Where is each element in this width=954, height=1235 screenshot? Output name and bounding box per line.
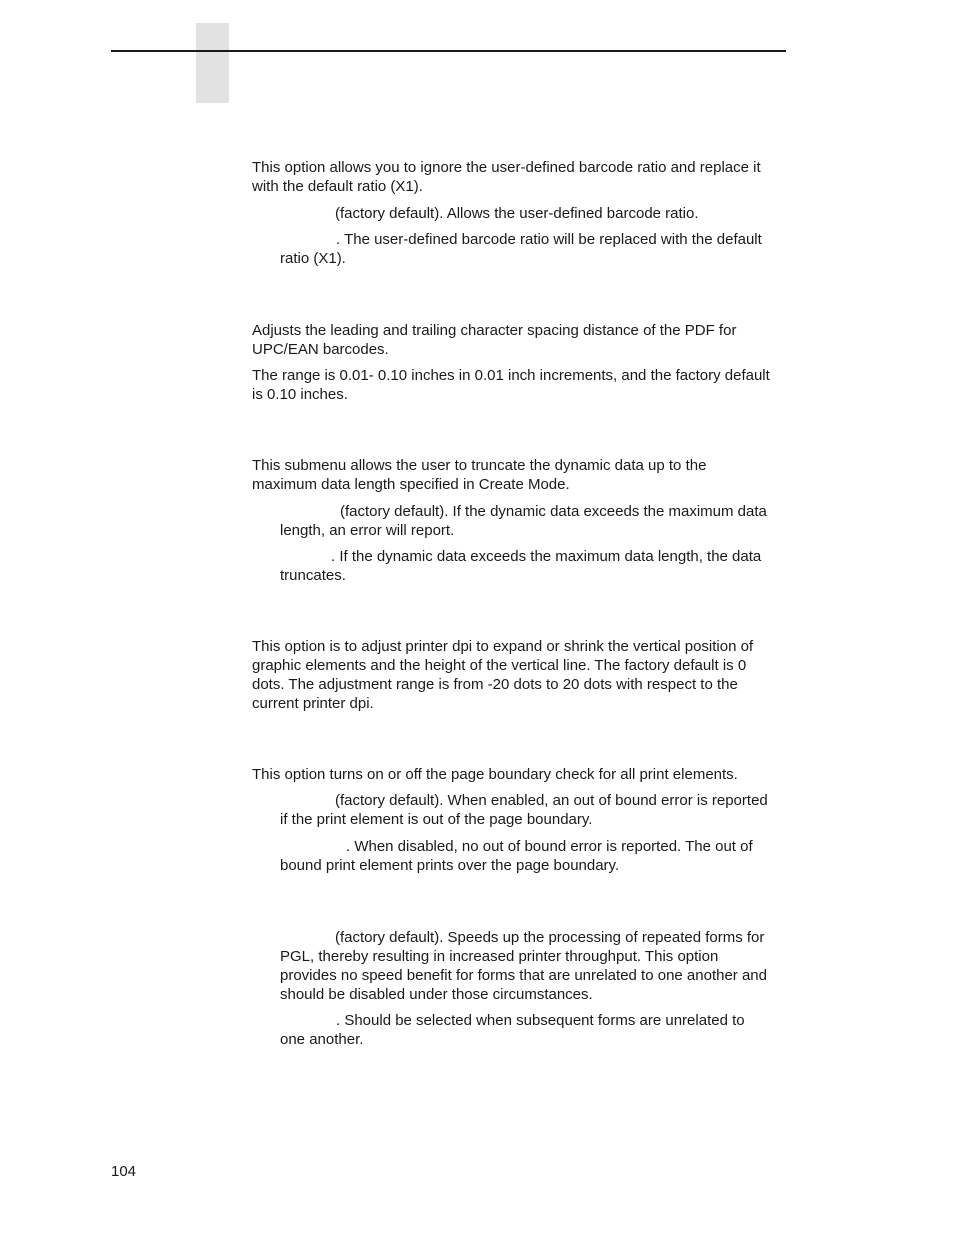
boundary-check-option-disable: . When disabled, no out of bound error is reported. The out of bound print element prints over the page boundary. <box>280 838 753 874</box>
chapter-tab-marker <box>196 23 229 103</box>
truncate-option-enable: . If the dynamic data exceeds the maximum data length, the data truncates. <box>280 548 762 584</box>
page-number: 104 <box>111 1163 137 1180</box>
form-cache-option-disable: . Should be selected when subsequent forms are unrelated to one another. <box>280 1012 745 1048</box>
upc-pdf-description: Adjusts the leading and trailing character spacing distance of the PDF for UPC/EAN barcodes. <box>252 322 737 358</box>
barcode-ratio-option-disable: (factory default). Allows the user-defined barcode ratio. <box>335 205 699 222</box>
boundary-check-option-enable: (factory default). When enabled, an out of bound error is reported if the print element is out of the page boundary. <box>280 792 768 828</box>
boundary-check-description: This option turns on or off the page boundary check for all print elements. <box>252 766 738 783</box>
form-cache-option-enable: (factory default). Speeds up the processing of repeated forms for PGL, thereby resulting in increased printer throughput. This option provides no speed benefit for forms that are unrelated to one another and should be disabled under those circumstances. <box>280 929 767 1003</box>
truncate-description: This submenu allows the user to truncate the dynamic data up to the maximum data length specified in Create Mode. <box>252 457 707 493</box>
upc-pdf-range: The range is 0.01- 0.10 inches in 0.01 inch increments, and the factory default is 0.10 inches. <box>252 367 770 403</box>
truncate-option-disable: (factory default). If the dynamic data exceeds the maximum data length, an error will report. <box>280 503 767 539</box>
vertical-dpi-description: This option is to adjust printer dpi to expand or shrink the vertical position of graphic elements and the height of the vertical line. The factory default is 0 dots. The adjustment range is from -20 dots to 20 dots with respect to the current printer dpi. <box>252 638 754 712</box>
header-rule <box>111 50 786 52</box>
barcode-ratio-option-enable: . The user-defined barcode ratio will be replaced with the default ratio (X1). <box>280 231 762 267</box>
barcode-ratio-description: This option allows you to ignore the user-defined barcode ratio and replace it with the default ratio (X1). <box>252 159 761 195</box>
